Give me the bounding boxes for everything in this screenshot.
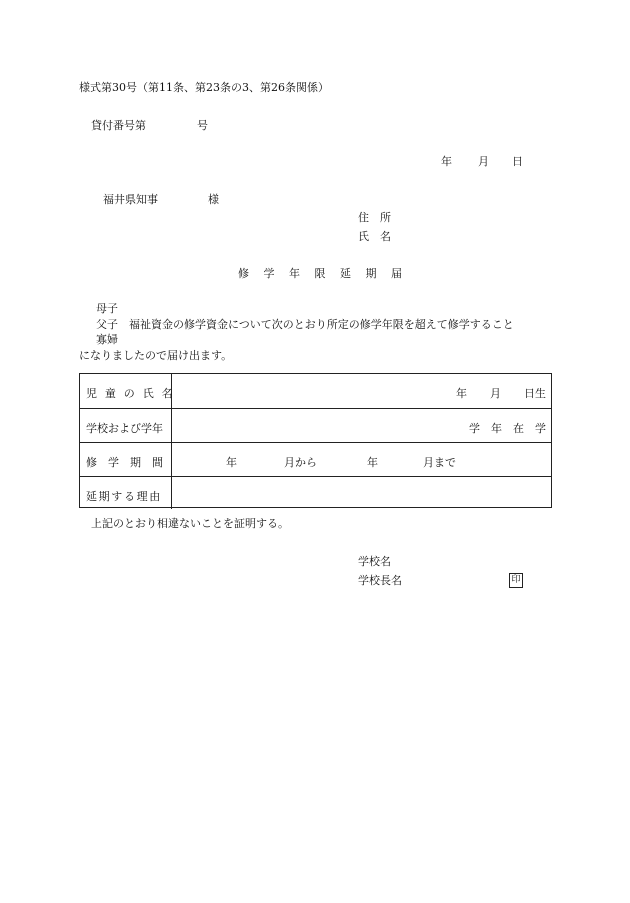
- period-start-month: 月から: [284, 456, 317, 469]
- child-name-label: 児 童 の 氏 名: [86, 387, 175, 400]
- table-row-reason: [80, 476, 551, 509]
- fund-type-fushi: 父子: [96, 318, 118, 331]
- seal-mark: 印: [509, 573, 523, 588]
- grade-zai: 在: [513, 422, 524, 435]
- school-grade-label: 学校および学年: [86, 422, 163, 435]
- body-sentence-1: 福祉資金の修学資金について次のとおり所定の修学年限を超えて修学すること: [129, 318, 514, 331]
- fund-type-kafu: 寡婦: [96, 333, 118, 346]
- birth-year: 年: [456, 387, 467, 400]
- fund-type-boshi: 母子: [96, 302, 118, 315]
- certification-statement: 上記のとおり相違ないことを証明する。: [91, 517, 289, 530]
- date-month: 月: [478, 155, 489, 168]
- period-end-year: 年: [367, 456, 378, 469]
- date-year: 年: [441, 155, 452, 168]
- addressee-honorific: 様: [208, 193, 219, 206]
- school-name-label: 学校名: [358, 555, 391, 568]
- address-label: 住 所: [358, 211, 391, 224]
- table-row-school: [80, 408, 551, 442]
- date-day: 日: [512, 155, 523, 168]
- grade-gaku: 学: [469, 422, 480, 435]
- principal-name-label: 学校長名: [358, 574, 402, 587]
- birth-month: 月: [490, 387, 501, 400]
- form-number: 様式第30号（第11条、第23条の3、第26条関係）: [79, 81, 329, 94]
- period-start-year: 年: [226, 456, 237, 469]
- document-title: 修 学 年 限 延 期 届: [238, 267, 408, 280]
- grade-nen: 年: [491, 422, 502, 435]
- addressee-name: 福井県知事: [103, 193, 158, 206]
- loan-number-suffix: 号: [197, 119, 208, 132]
- application-table: [79, 373, 552, 508]
- name-label: 氏 名: [358, 230, 391, 243]
- period-end-month: 月まで: [423, 456, 456, 469]
- loan-number-prefix: 貸付番号第: [91, 119, 146, 132]
- table-row-child-name: [80, 374, 551, 408]
- extension-reason-label: 延期する理由: [86, 490, 162, 503]
- grade-gaku2: 学: [535, 422, 546, 435]
- study-period-label: 修 学 期 間: [86, 456, 163, 469]
- body-sentence-2: になりましたので届け出ます。: [79, 349, 233, 362]
- birth-day: 日生: [524, 387, 546, 400]
- table-row-period: [80, 442, 551, 476]
